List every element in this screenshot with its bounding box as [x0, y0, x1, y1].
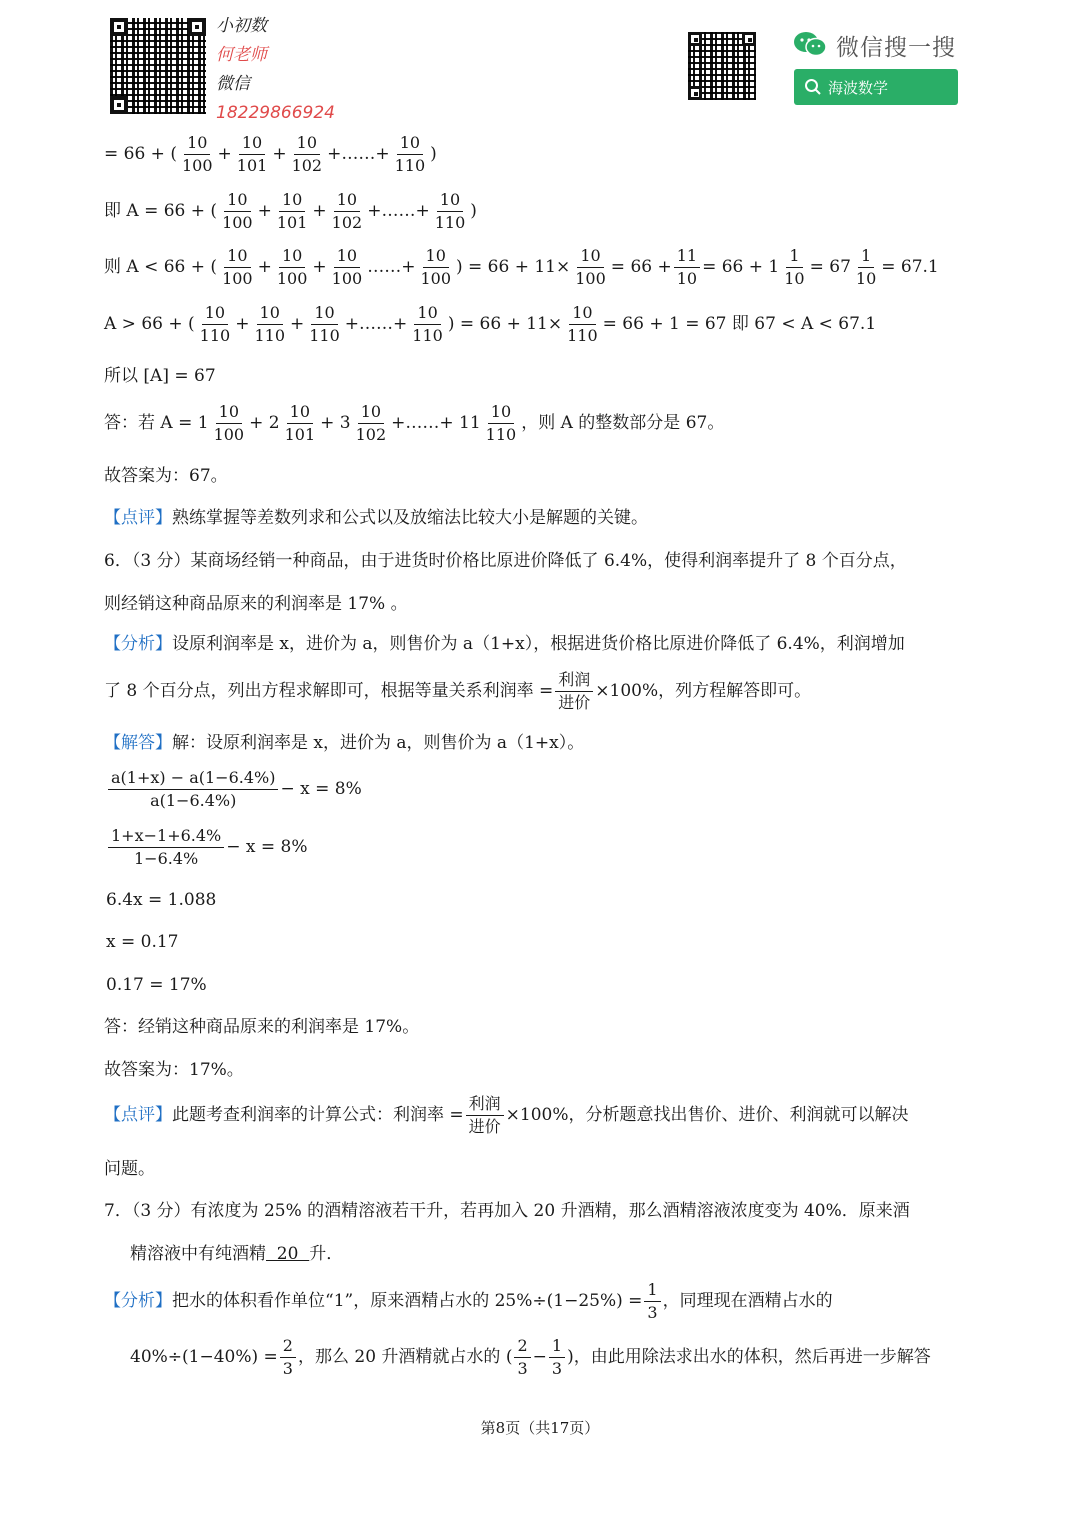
- q6-answer: 答：经销这种商品原来的利润率是 17%。: [104, 1017, 420, 1037]
- fraction: $\frac{10}{100}$: [213, 402, 245, 444]
- eq-part: = 67.1: [881, 257, 939, 277]
- fraction: $\frac{\text{利润}}{\text{进价}}$: [466, 1094, 504, 1137]
- q6-review-1: [104, 1094, 909, 1137]
- fraction: $\frac{10}{110}$: [309, 303, 340, 345]
- final-answer-q5: 故答案为：67。: [104, 466, 228, 486]
- fraction: $\frac{1}{3}$: [549, 1336, 565, 1379]
- eq-part: = 66 + 1: [702, 257, 780, 277]
- q6-review-2: 问题。: [104, 1159, 155, 1179]
- fraction: $\frac{10}{100}$: [222, 246, 253, 288]
- analysis-text: 设原利润率是 x，进价为 a，则售价为 a（1+x），根据进货价格比原进价降低了 6.4%，利润增加: [172, 634, 905, 654]
- note-phone: 18229866924: [216, 103, 335, 123]
- eq-line-4: A > 66 + ( $\frac{10}{110}$ + $\frac{10}{110}$ + $\frac{10}{110}$ +……+ $\frac{10}{110}$ ) = 66 + 11× $\frac{10}{110}$ = 66 + 1 = 67 即 67 < A < 67.1: [104, 303, 877, 345]
- answer-line: 答：若 A = 1 $\frac{10}{100}$ + 2 $\frac{10}{101}$ + 3 $\frac{10}{102}$ +……+ 11 $\frac{10}{110}$ ，则 A 的整数部分是 67。: [104, 402, 725, 444]
- eq-prefix: 答：若 A = 1: [104, 413, 209, 433]
- search-query: 海波数学: [828, 79, 889, 97]
- q6-eq-5: 0.17 = 17%: [106, 975, 207, 995]
- wechat-logo-icon: [793, 30, 827, 58]
- fraction: $\frac{10}{100}$: [331, 246, 363, 288]
- q6-stem-2: 则经销这种商品原来的利润率是 17% 。: [104, 594, 408, 614]
- note-line-2: 何老师: [216, 45, 267, 65]
- plus: +: [217, 144, 232, 164]
- fraction: $\frac{10}{101}$: [236, 133, 268, 175]
- eq-part: − x = 8%: [226, 837, 308, 857]
- note-line-3: 微信: [216, 74, 250, 94]
- fraction: $\frac{10}{100}$: [222, 190, 253, 232]
- eq-part: = 67: [809, 257, 851, 277]
- q6-stem-1: 6．（3 分）某商场经销一种商品，由于进货时价格比原进价降低了 6.4%，使得利润率提升了 8 个百分点，: [104, 551, 907, 571]
- q6-eq-1: [106, 768, 362, 811]
- note-line-1: 小初数: [216, 16, 267, 36]
- fraction: $\frac{1}{10}$: [784, 246, 805, 288]
- plus: +: [272, 144, 287, 164]
- eq-part: = 66 +: [610, 257, 672, 277]
- eq-prefix: = 66 + (: [104, 144, 177, 164]
- fraction: $\frac{11}{10}$: [674, 246, 700, 289]
- fraction: $\frac{1}{3}$: [644, 1280, 660, 1323]
- q6-final: 故答案为：17%。: [104, 1060, 244, 1080]
- solution-tag: 【解答】: [104, 733, 172, 753]
- q6-analysis-1: [104, 633, 905, 655]
- analysis-text: ，同理现在酒精占水的: [662, 1291, 833, 1311]
- fraction: $\frac{10}{101}$: [276, 190, 308, 232]
- fraction: $\frac{10}{110}$: [394, 133, 426, 175]
- eq-part: = 66 + 1 = 67 即 67 < A < 67.1: [602, 314, 877, 334]
- fraction: $\frac{10}{110}$: [434, 190, 466, 232]
- page-number: 第8页（共17页）: [480, 1419, 600, 1437]
- review-text: 熟练掌握等差数列求和公式以及放缩法比较大小是解题的关键。: [172, 508, 648, 528]
- review-tag: 【点评】: [104, 1105, 172, 1125]
- wechat-search-title: 微信搜一搜: [836, 35, 956, 61]
- fraction: $\frac{10}{102}$: [355, 402, 387, 444]
- q6-eq-4: x = 0.17: [106, 932, 179, 952]
- q7-analysis-2: [130, 1336, 931, 1379]
- analysis-text: −: [532, 1347, 547, 1367]
- review-tag: 【点评】: [104, 508, 172, 528]
- fraction: $\frac{10}{110}$: [567, 303, 598, 345]
- eq-line-2: 即 A = 66 + ( $\frac{10}{100}$ + $\frac{10}{101}$ + $\frac{10}{102}$ +……+ $\frac{10}{110}$ ): [104, 190, 477, 232]
- analysis-text: 了 8 个百分点，列出方程求解即可，根据等量关系利润率 =: [104, 681, 554, 701]
- fraction: $\frac{2}{3}$: [280, 1336, 296, 1379]
- q6-analysis-2: [104, 670, 811, 713]
- fraction: $\frac{a(1+x) - a(1-6.4\%)}{a(1-6.4\%)}$: [108, 768, 278, 811]
- review-q5: [104, 507, 648, 529]
- analysis-text: ×100%，列方程解答即可。: [595, 681, 812, 701]
- analysis-tag: 【分析】: [104, 634, 172, 654]
- fraction: $\frac{10}{110}$: [485, 402, 517, 444]
- review-text: 此题考查利润率的计算公式：利润率 =: [172, 1105, 464, 1125]
- q7-stem-1: 7．（3 分）有浓度为 25% 的酒精溶液若干升，若再加入 20 升酒精，那么酒精溶液浓度变为 40%．原来酒: [104, 1201, 910, 1221]
- eq-part: ) = 66 + 11×: [447, 314, 563, 334]
- fraction: $\frac{10}{101}$: [284, 402, 316, 444]
- qr-code-left: [110, 18, 206, 114]
- fraction: $\frac{1+x-1+6.4\%}{1-6.4\%}$: [108, 826, 224, 869]
- stem-text: 精溶液中有纯酒精: [130, 1244, 266, 1264]
- fraction: $\frac{10}{100}$: [420, 246, 451, 288]
- analysis-text: ，那么 20 升酒精就占水的 (: [297, 1347, 513, 1367]
- qr-code-right: [688, 32, 756, 100]
- eq-prefix: 则 A < 66 + (: [104, 257, 218, 277]
- fraction: $\frac{10}{100}$: [575, 246, 606, 288]
- eq-line-5: 所以 [A] = 67: [104, 366, 216, 386]
- eq-prefix: 即 A = 66 + (: [104, 201, 218, 221]
- analysis-tag: 【分析】: [104, 1291, 172, 1311]
- q6-eq-2: [106, 826, 308, 869]
- answer-blank: 20: [266, 1244, 310, 1264]
- fraction: $\frac{\text{利润}}{\text{进价}}$: [555, 670, 593, 713]
- fraction: $\frac{10}{110}$: [199, 303, 231, 345]
- eq-line-1: = 66 + ( $\frac{10}{100}$ + $\frac{10}{101}$ + $\frac{10}{102}$ +……+ $\frac{10}{110}$ ): [104, 133, 437, 175]
- stem-text: 升．: [309, 1244, 344, 1264]
- fraction: $\frac{10}{110}$: [412, 303, 443, 345]
- fraction: $\frac{10}{102}$: [331, 190, 363, 232]
- eq-part: ) = 66 + 11×: [456, 257, 571, 277]
- fraction: $\frac{10}{110}$: [254, 303, 285, 345]
- analysis-text: 把水的体积看作单位“1”，原来酒精占水的 25%÷(1−25%) =: [172, 1291, 643, 1311]
- q7-analysis-1: [104, 1280, 833, 1323]
- analysis-text: )，由此用除法求出水的体积，然后再进一步解答: [567, 1347, 931, 1367]
- fraction: $\frac{1}{10}$: [855, 246, 877, 288]
- dots: +……+: [327, 144, 390, 164]
- eq-part: − x = 8%: [280, 779, 362, 799]
- q6-eq-3: 6.4x = 1.088: [106, 890, 217, 910]
- eq-line-3: 则 A < 66 + ( $\frac{10}{100}$ + $\frac{10}{100}$ + $\frac{10}{100}$ ……+ $\frac{10}{100}$ ) = 66 + 11× $\frac{10}{100}$ = 66 + $\frac{11}{10}$ = 66 + 1 $\frac{1}{10}$ = 67 $\frac{1}{10}$ = 67.1: [104, 246, 939, 288]
- eq-part: ，则 A 的整数部分是 67。: [521, 413, 725, 433]
- q7-stem-2: [130, 1243, 343, 1265]
- wechat-search-box[interactable]: [794, 69, 958, 105]
- eq-prefix: A > 66 + (: [104, 314, 195, 334]
- search-icon: [804, 78, 822, 100]
- fraction: $\frac{10}{100}$: [276, 246, 308, 288]
- review-text: ×100%，分析题意找出售价、进价、利润就可以解决: [505, 1105, 909, 1125]
- analysis-text: 40%÷(1−40%) =: [130, 1347, 278, 1367]
- fraction: $\frac{2}{3}$: [514, 1336, 530, 1379]
- solution-text: 解：设原利润率是 x，进价为 a，则售价为 a（1+x）。: [172, 733, 585, 753]
- fraction: $\frac{10}{100}$: [181, 133, 213, 175]
- q6-solution-1: [104, 732, 584, 754]
- fraction: $\frac{10}{102}$: [291, 133, 323, 175]
- handwritten-note: [216, 12, 335, 128]
